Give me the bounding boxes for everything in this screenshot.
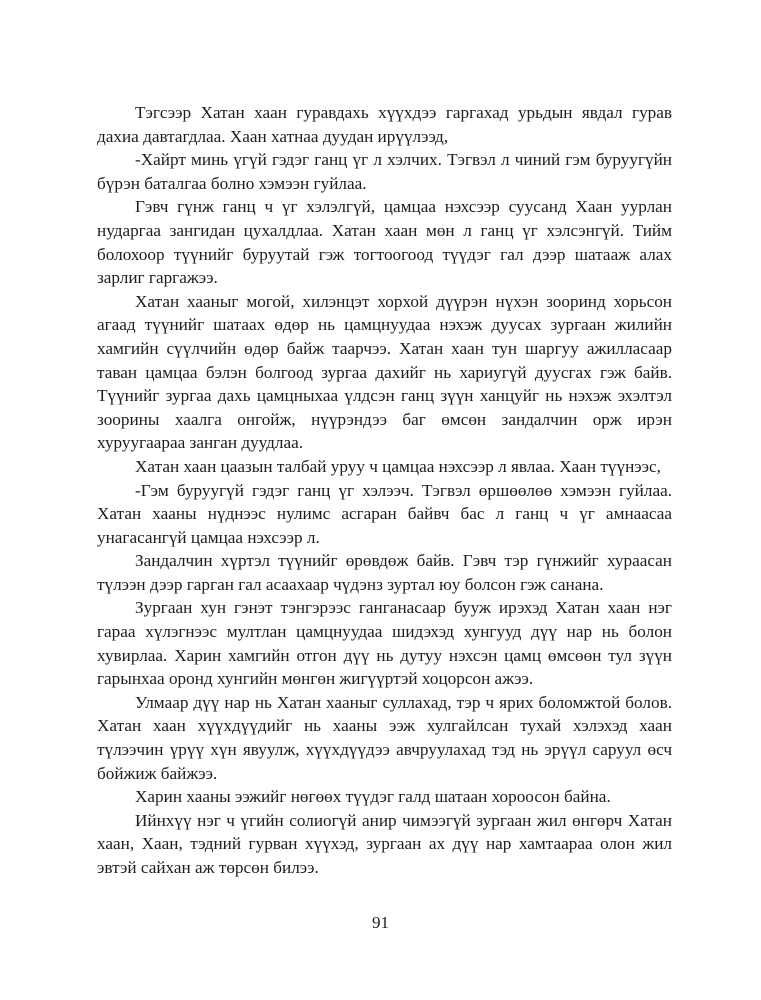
- paragraph: Зургаан хун гэнэт тэнгэрээс ганганасаар бууж ирэхэд Хатан хаан нэг гараа хүлэгнээс мултлан цамцнуудаа шидэхэд хунгууд дүү нар нь болон хувирлаа. Харин хамгийн отгон дүү нь дутуу нэхсэн цамц өмсөөн тул зүүн гарынхаа оронд хунгийн мөнгөн жигүүртэй хоцорсон ажээ.: [97, 598, 672, 689]
- paragraph: Тэгсээр Хатан хаан гуравдахь хүүхдээ гаргахад урьдын явдал гурав дахиа давтагдлаа. Хаан хатнаа дуудан ирүүлээд,: [97, 103, 672, 146]
- body-text: [97, 101, 672, 880]
- paragraph: Харин хааны ээжийг нөгөөх түүдэг галд шатаан хороосон байна.: [135, 787, 611, 807]
- paragraph: -Хайрт минь үгүй гэдэг ганц үг л хэлчих. Тэгвэл л чиний гэм буруугүйн бүрэн баталгаа болно хэмээн гуйлаа.: [97, 150, 672, 193]
- paragraph: Ийнхүү нэг ч үгийн солиогүй анир чимээгүй зургаан жил өнгөрч Хатан хаан, Хаан, тэдний гурван хүүхэд, зургаан ах дүү нар хамтаараа олон жил эвтэй сайхан аж төрсөн билээ.: [97, 810, 672, 877]
- paragraph: Улмаар дүү нар нь Хатан хааныг суллахад, тэр ч ярих боломжтой болов. Хатан хаан хүүхдүүдийг нь хааны ээж хулгайлсан тухай хэлэхэд хаан түлээчин үрүү хүн явуулж, хүүхдүүдээ авчруулахад тэд нь эрүүл саруул өсч бойжиж байжээ.: [97, 692, 672, 783]
- paragraph: Хатан хаан цаазын талбай уруу ч цамцаа нэхсээр л явлаа. Хаан түүнээс,: [135, 456, 661, 476]
- paragraph: Зандалчин хүртэл түүнийг өрөвдөж байв. Гэвч тэр гүнжийг хураасан түлээн дээр гарган гал асаахаар чүдэнз зуртал юу болсон гэж санана.: [97, 551, 672, 594]
- paragraph: Гэвч гүнж ганц ч үг хэлэлгүй, цамцаа нэхсээр суусанд Хаан уурлан нударгаа зангидан цухалдлаа. Хатан хаан мөн л ганц үг хэлсэнгүй. Тийм болохоор түүнийг буруутай гэж тогтоогоод түүдэг гал дээр шатааж алах зарлиг гаргажээ.: [97, 197, 672, 288]
- paragraph: -Гэм буруугүй гэдэг ганц үг хэлээч. Тэгвэл өршөөлөө хэмээн гуйлаа. Хатан хааны нүднээс нулимс асгаран байвч бас л ганц ч үг амнаасаа унагасангүй цамцаа нэхсээр л.: [97, 480, 672, 547]
- page-number: 91: [372, 913, 389, 932]
- paragraph: Хатан хааныг могой, хилэнцэт хорхой дүүрэн нүхэн зооринд хорьсон агаад түүнийг шатаах өдөр нь цамцнуудаа нэхэж дуусах зургаан жилийн хамгийн сүүлчийн өдөр байж таарчээ. Хатан хаан тун шаргуу ажилласаар таван цамцаа бэлэн болгоод зургаа дахийг нь хариугүй дуусгах гэж байв. Түүнийг зургаа дахь цамцныхаа үлдсэн ганц зүүн ханцуйг нь нэхэж эхэлтэл зоорины хаалга онгойж, нүүрэндээ баг өмсөн зандалчин орж ирэн хуруугаараа занган дуудлаа.: [97, 291, 672, 453]
